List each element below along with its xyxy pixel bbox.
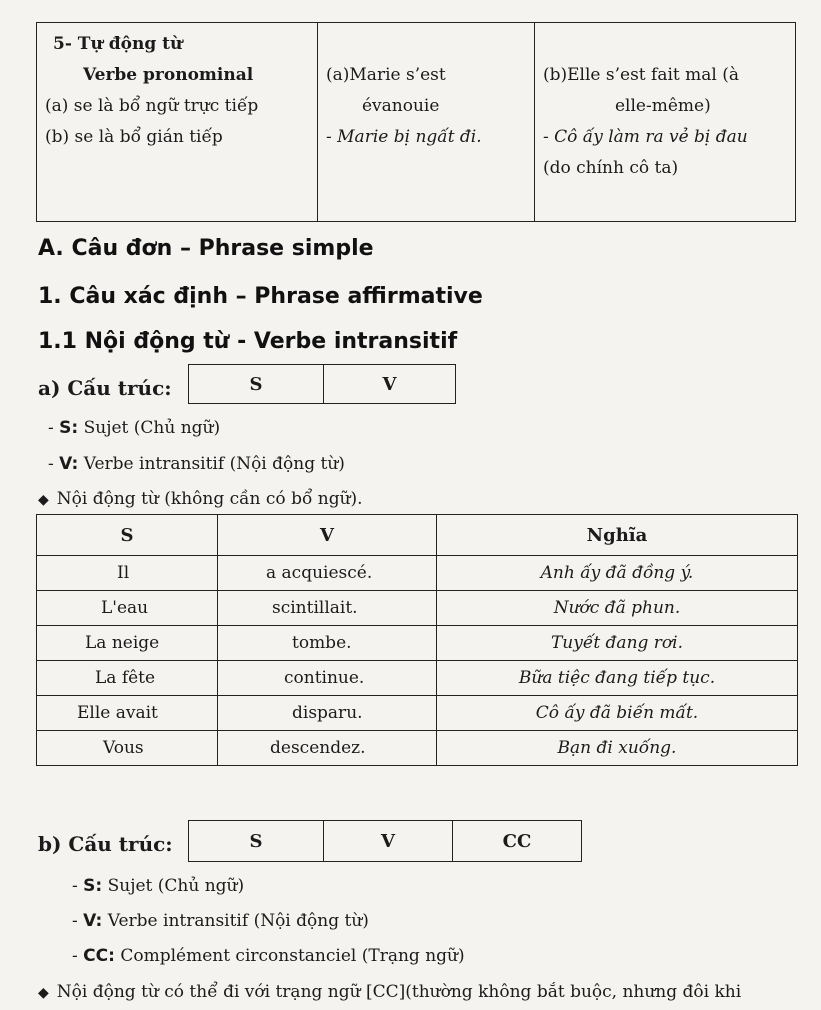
pronominal-subtitle: Verbe pronominal bbox=[83, 65, 254, 85]
def-b-s bbox=[72, 876, 244, 896]
pronominal-definition-cell bbox=[37, 23, 318, 222]
def-key: S: bbox=[59, 418, 79, 438]
structure-a-label: a) Cấu trúc: bbox=[38, 376, 172, 400]
def-key: V: bbox=[59, 454, 79, 474]
cell-subject: Il bbox=[37, 556, 218, 591]
def-key: V: bbox=[83, 911, 103, 931]
table-header-row bbox=[37, 515, 798, 556]
example-a-line-2: évanouie bbox=[362, 96, 440, 116]
def-a-v bbox=[48, 454, 345, 474]
cell-verb: continue. bbox=[218, 661, 437, 696]
example-b-line-2: elle-même) bbox=[615, 96, 711, 116]
table-row bbox=[37, 626, 798, 661]
structure-b-label: b) Cấu trúc: bbox=[38, 832, 173, 856]
table-row bbox=[37, 591, 798, 626]
def-text: Sujet (Chủ ngữ) bbox=[78, 418, 221, 438]
bullet-text: Nội động từ có thể đi với trạng ngữ [CC](thường không bắt buộc, nhưng đôi khi bbox=[56, 982, 742, 1002]
cell-meaning: Tuyết đang rơi. bbox=[437, 626, 798, 661]
pronominal-line-a: (a) se là bổ ngữ trực tiếp bbox=[45, 96, 259, 116]
dash: - bbox=[72, 876, 78, 896]
example-b-line-1: (b)Elle s’est fait mal (à bbox=[543, 65, 740, 85]
bullet-text: Nội động từ (không cần có bổ ngữ). bbox=[56, 489, 363, 509]
pronominal-example-b-cell bbox=[535, 23, 796, 222]
pronominal-example-a-cell bbox=[318, 23, 535, 222]
table-row bbox=[37, 731, 798, 766]
def-b-v bbox=[72, 911, 369, 931]
cell-meaning: Bữa tiệc đang tiếp tục. bbox=[437, 661, 798, 696]
table-row bbox=[37, 661, 798, 696]
def-text: Sujet (Chủ ngữ) bbox=[102, 876, 245, 896]
cell-meaning: Cô ấy đã biến mất. bbox=[437, 696, 798, 731]
dash: - bbox=[72, 911, 78, 931]
cell-verb: scintillait. bbox=[218, 591, 437, 626]
cell-subject: L'eau bbox=[37, 591, 218, 626]
cell-verb: a acquiescé. bbox=[218, 556, 437, 591]
def-b-cc bbox=[72, 946, 465, 966]
bullet-trang-ngu bbox=[38, 982, 741, 1002]
cell-subject: La neige bbox=[37, 626, 218, 661]
example-b-translation: - Cô ấy làm ra vẻ bị đau bbox=[543, 127, 748, 147]
def-a-s bbox=[48, 418, 220, 438]
header-s: S bbox=[37, 515, 218, 556]
structure-a-s: S bbox=[189, 365, 324, 404]
diamond-bullet-icon: ◆ bbox=[38, 985, 49, 1001]
verbe-pronominal-table bbox=[36, 22, 796, 222]
structure-a-box bbox=[188, 364, 456, 404]
heading-cau-xac-dinh: 1. Câu xác định – Phrase affirmative bbox=[38, 284, 483, 309]
structure-b-s: S bbox=[189, 821, 324, 862]
diamond-bullet-icon: ◆ bbox=[38, 492, 49, 508]
def-text: Verbe intransitif (Nội động từ) bbox=[102, 911, 369, 931]
pronominal-line-b: (b) se là bổ gián tiếp bbox=[45, 127, 223, 147]
dash: - bbox=[48, 454, 54, 474]
example-a-line-1: (a)Marie s’est bbox=[326, 65, 446, 85]
examples-table bbox=[36, 514, 798, 766]
bullet-noi-dong-tu bbox=[38, 489, 363, 509]
example-a-translation: - Marie bị ngất đi. bbox=[326, 127, 482, 147]
table-row bbox=[37, 556, 798, 591]
heading-cau-don: A. Câu đơn – Phrase simple bbox=[38, 236, 374, 261]
structure-a-v: V bbox=[324, 365, 456, 404]
dash: - bbox=[72, 946, 78, 966]
pronominal-title: 5- Tự động từ bbox=[53, 34, 183, 54]
cell-subject: Elle avait bbox=[37, 696, 218, 731]
cell-meaning: Anh ấy đã đồng ý. bbox=[437, 556, 798, 591]
cell-verb: tombe. bbox=[218, 626, 437, 661]
cell-subject: Vous bbox=[37, 731, 218, 766]
def-text: Verbe intransitif (Nội động từ) bbox=[78, 454, 345, 474]
cell-verb: descendez. bbox=[218, 731, 437, 766]
heading-noi-dong-tu: 1.1 Nội động từ - Verbe intransitif bbox=[38, 329, 458, 354]
header-v: V bbox=[218, 515, 437, 556]
header-nghia: Nghĩa bbox=[437, 515, 798, 556]
example-b-translation-2: (do chính cô ta) bbox=[543, 158, 679, 178]
cell-meaning: Bạn đi xuống. bbox=[437, 731, 798, 766]
structure-b-cc: CC bbox=[453, 821, 582, 862]
def-key: S: bbox=[83, 876, 103, 896]
def-text: Complément circonstanciel (Trạng ngữ) bbox=[114, 946, 465, 966]
def-key: CC: bbox=[83, 946, 115, 966]
cell-subject: La fête bbox=[37, 661, 218, 696]
cell-meaning: Nước đã phun. bbox=[437, 591, 798, 626]
structure-b-box bbox=[188, 820, 582, 862]
cell-verb: disparu. bbox=[218, 696, 437, 731]
dash: - bbox=[48, 418, 54, 438]
structure-b-v: V bbox=[324, 821, 453, 862]
table-row bbox=[37, 696, 798, 731]
